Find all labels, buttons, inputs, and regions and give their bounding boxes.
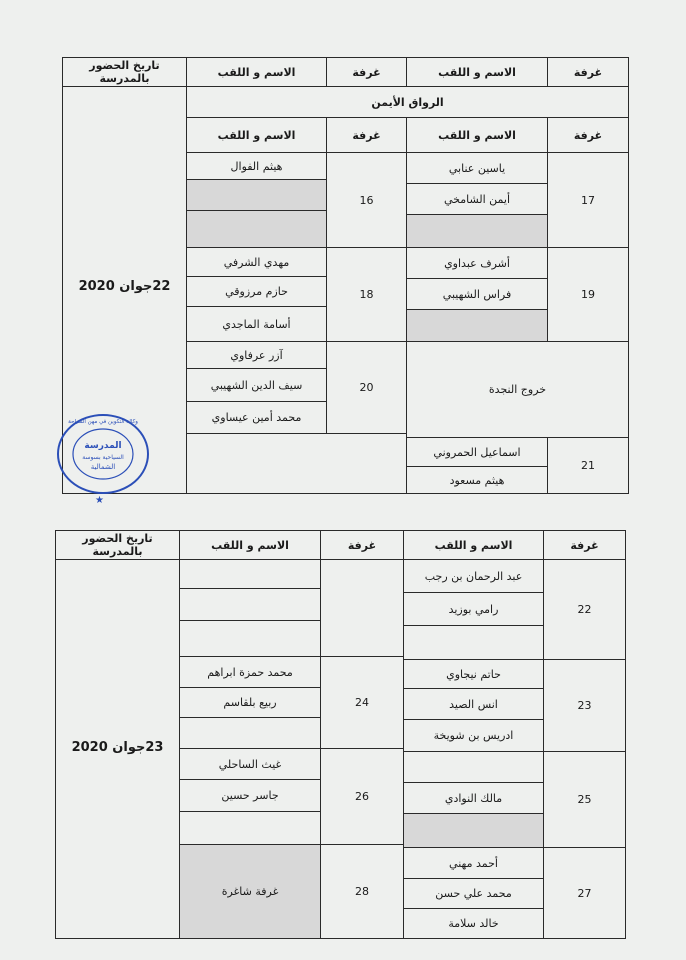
room-number-23: 23: [543, 659, 626, 752]
room-number-22: 22: [543, 559, 626, 660]
vacant-room-note: غرفة شاغرة: [179, 844, 321, 939]
empty-shaded-cell: [406, 309, 548, 342]
subheader-room-left: غرفة: [326, 117, 407, 153]
attendance-date-2: 23جوان 2020: [71, 739, 164, 755]
room-number-28: 28: [320, 844, 404, 939]
student-name: اسماعيل الحمروني: [406, 437, 548, 467]
header-attendance-date: تاريخ الحضور بالمدرسة: [62, 57, 187, 87]
empty-shaded-cell: [186, 179, 327, 211]
subheader-room-right: غرفة: [547, 117, 629, 153]
empty-shaded-cell: [186, 210, 327, 248]
student-name: حازم مرزوقي: [186, 276, 327, 307]
student-name: أحمد مهني: [403, 847, 544, 879]
student-name: مالك النوادي: [403, 782, 544, 814]
stamp-line: الشمالية: [90, 463, 116, 471]
wing-title: الرواق الأيمن: [186, 86, 629, 118]
student-name: رامي بوزيد: [403, 592, 544, 626]
student-name: فراس الشهيبي: [406, 278, 548, 310]
empty-cell: [403, 751, 544, 783]
room-number-21: 21: [547, 437, 629, 494]
empty-shaded-cell: [403, 813, 544, 848]
empty-cell: [403, 625, 544, 660]
header-name-right: الاسم و اللقب: [403, 530, 544, 560]
room-number-18: 18: [326, 247, 407, 342]
emergency-exit-note: خروج النجدة: [406, 341, 629, 438]
student-name: أسامة الماجدي: [186, 306, 327, 342]
header-room-right: غرفة: [547, 57, 629, 87]
student-name: جاسر حسين: [179, 779, 321, 812]
room-number-27: 27: [543, 847, 626, 939]
student-name: ياسين عنابي: [406, 152, 548, 184]
attendance-date-1: 22جوان 2020: [78, 278, 171, 294]
student-name: غيث الساحلي: [179, 748, 321, 780]
room-number-16: 16: [326, 152, 407, 248]
empty-shaded-cell: [406, 214, 548, 248]
empty-cell: [179, 588, 321, 621]
student-name: انس الصيد: [403, 688, 544, 720]
student-name: آزر عرفاوي: [186, 341, 327, 369]
student-name: ادريس بن شويخة: [403, 719, 544, 752]
empty-cell: [320, 559, 404, 657]
header-name-left: الاسم و اللقب: [179, 530, 321, 560]
stamp-line: السياحية بسوسة: [82, 454, 124, 461]
student-name: أشرف عبداوي: [406, 247, 548, 279]
student-name: هيثم الفوال: [186, 152, 327, 180]
student-name: عبد الرحمان بن رجب: [403, 559, 544, 593]
subheader-name-right: الاسم و اللقب: [406, 117, 548, 153]
student-name: مهدي الشرفي: [186, 247, 327, 277]
student-name: خالد سلامة: [403, 908, 544, 939]
student-name: سيف الدين الشهيبي: [186, 368, 327, 402]
student-name: محمد حمزة ابراهم: [179, 656, 321, 688]
stamp-line: المدرسة: [84, 441, 122, 451]
header-name-left: الاسم و اللقب: [186, 57, 327, 87]
room-number-20: 20: [326, 341, 407, 434]
empty-cell: [179, 717, 321, 749]
header-room-left: غرفة: [326, 57, 407, 87]
header-room-right: غرفة: [543, 530, 626, 560]
student-name: حاتم نيجاوي: [403, 659, 544, 689]
student-name: أيمن الشامخي: [406, 183, 548, 215]
student-name: ربيع بلقاسم: [179, 687, 321, 718]
student-name: محمد علي حسن: [403, 878, 544, 909]
stamp-star-icon: ★: [95, 495, 104, 506]
room-number-24: 24: [320, 656, 404, 749]
subheader-name-left: الاسم و اللقب: [186, 117, 327, 153]
empty-cell: [179, 559, 321, 589]
header-name-right: الاسم و اللقب: [406, 57, 548, 87]
header-attendance-date: تاريخ الحضور بالمدرسة: [55, 530, 180, 560]
student-name: محمد أمين عيساوي: [186, 401, 327, 434]
room-number-19: 19: [547, 247, 629, 342]
room-number-17: 17: [547, 152, 629, 248]
header-room-left: غرفة: [320, 530, 404, 560]
school-stamp: [55, 412, 151, 496]
empty-cell: [179, 811, 321, 845]
room-number-25: 25: [543, 751, 626, 848]
stamp-ring-text: وكالة التكوين في مهن السياحة: [68, 419, 138, 425]
room-number-26: 26: [320, 748, 404, 845]
empty-cell: [179, 620, 321, 657]
empty-cell: [186, 433, 407, 494]
student-name: هيثم مسعود: [406, 466, 548, 494]
